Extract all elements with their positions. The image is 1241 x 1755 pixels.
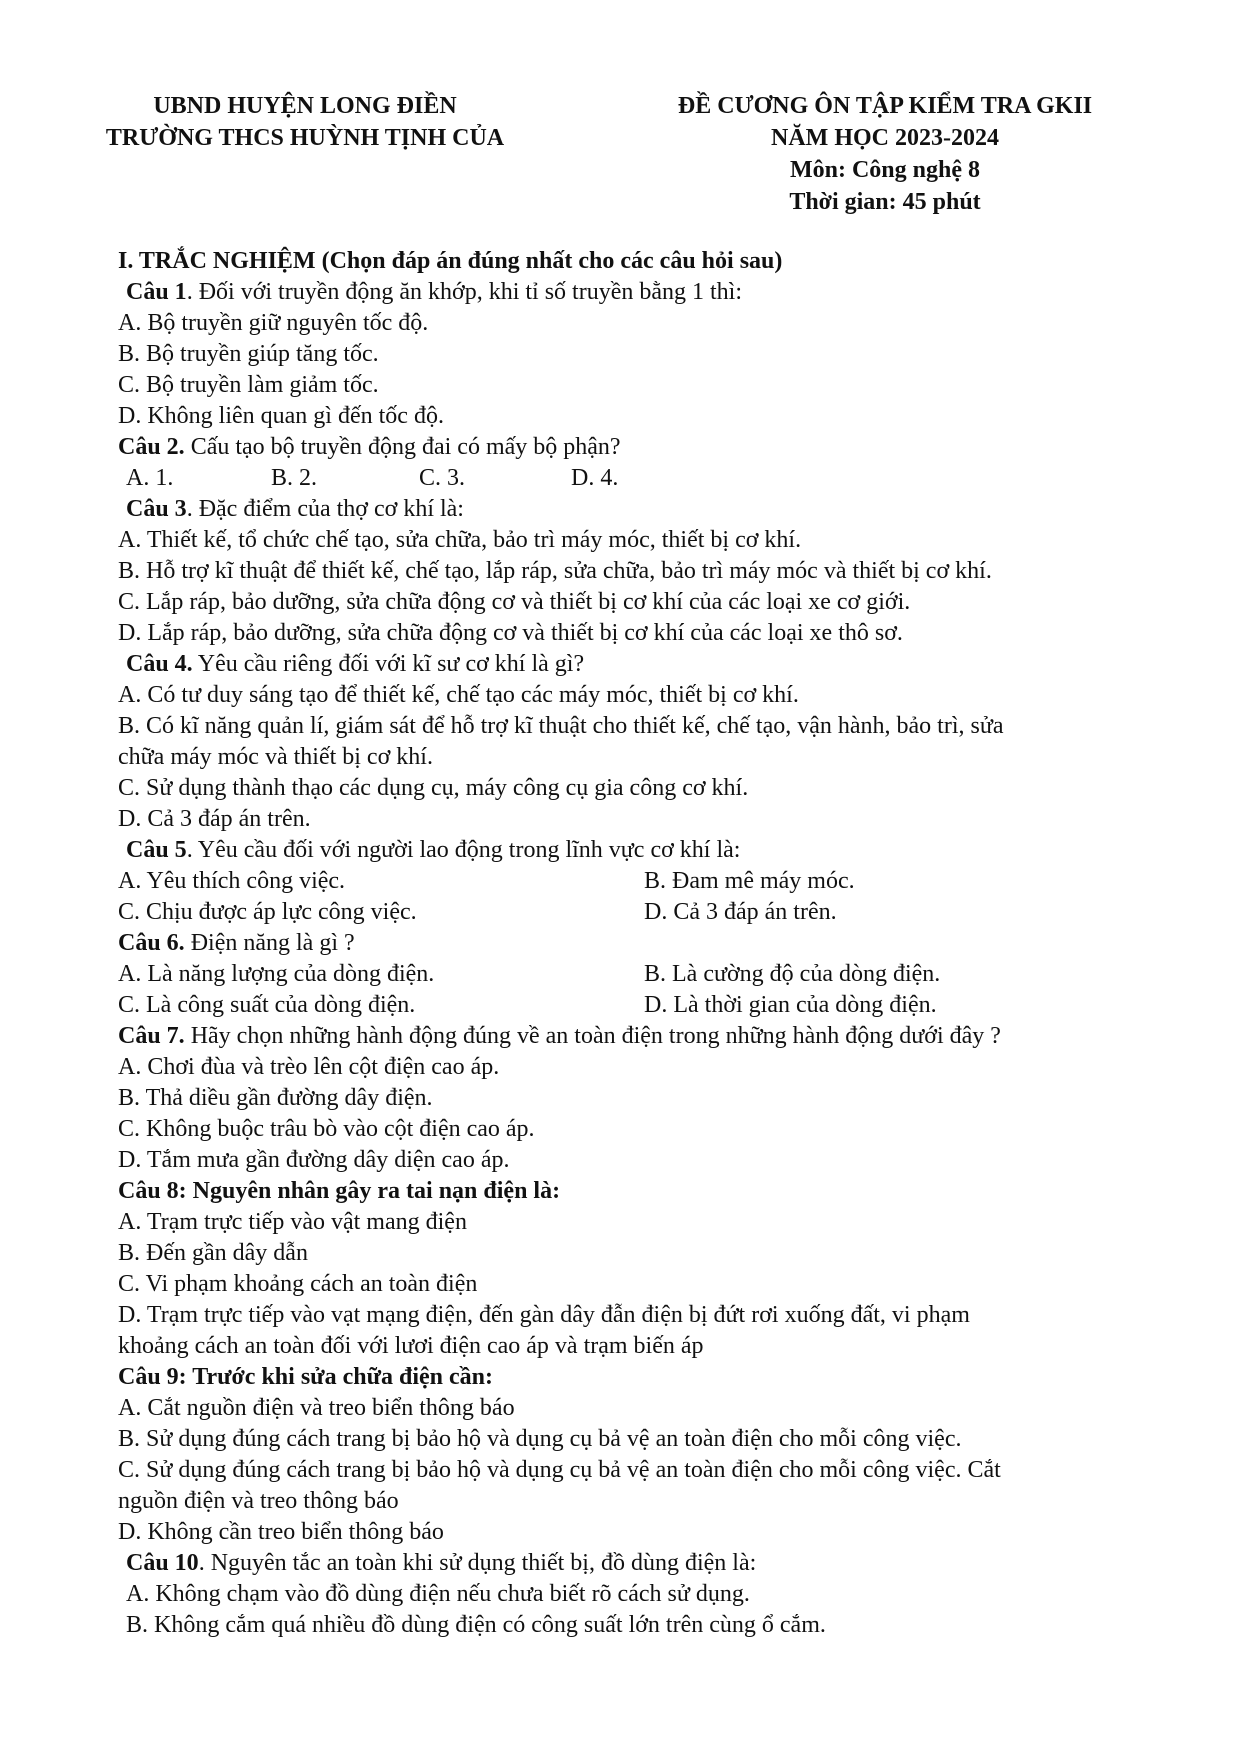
option-a: A. Chơi đùa và trèo lên cột điện cao áp. [118,1054,500,1080]
option-c: C. 3. [419,465,466,491]
options-row [118,897,1168,928]
options-row [118,866,1168,897]
option-d: D. Tắm mưa gần đường dây diện cao áp. [118,1147,510,1173]
option-b: B. 2. [271,465,318,491]
exam-title: ĐỀ CƯƠNG ÔN TẬP KIỂM TRA GKII [677,93,1093,119]
option-c: C. Lắp ráp, bảo dưỡng, sửa chữa động cơ và thiết bị cơ khí của các loại xe cơ giới. [118,589,911,615]
option-b: B. Đến gần dây dẫn [118,1240,308,1266]
option-a: A. Trạm trực tiếp vào vật mang điện [118,1209,467,1235]
question-text: . Đối với truyền động ăn khớp, khi tỉ số truyền bằng 1 thì: [186,279,743,305]
question-text: . Yêu cầu đối với người lao động trong lĩnh vực cơ khí là: [186,837,741,863]
option-c: C. Là công suất của dòng điện. [118,992,416,1018]
option-b: B. Hỗ trợ kĩ thuật để thiết kế, chế tạo, lắp ráp, sửa chữa, bảo trì máy móc và thiết bị cơ khí. [118,558,992,584]
options-row [118,959,1168,990]
option-c: C. Chịu được áp lực công việc. [118,899,417,925]
section-title: I. TRẮC NGHIỆM (Chọn đáp án đúng nhất cho các câu hỏi sau) [118,248,783,274]
question-label: Câu 5 [126,837,187,863]
option-a: A. Cắt nguồn điện và treo biển thông báo [118,1395,515,1421]
question-text: Cấu tạo bộ truyền động đai có mấy bộ phận? [184,434,621,460]
option-d: D. Cả 3 đáp án trên. [644,899,837,925]
question-text: . Nguyên tắc an toàn khi sử dụng thiết bị, đồ dùng điện là: [198,1550,757,1576]
option-b: B. Sử dụng đúng cách trang bị bảo hộ và dụng cụ bả vệ an toàn điện cho mỗi công việc. [118,1426,962,1452]
option-d: D. Lắp ráp, bảo dưỡng, sửa chữa động cơ và thiết bị cơ khí của các loại xe thô sơ. [118,620,903,646]
question-4 [118,649,1168,680]
option-c: C. Không buộc trâu bò vào cột điện cao áp. [118,1116,535,1142]
question-label: Câu 6. [118,930,185,956]
option-a: A. Thiết kế, tổ chức chế tạo, sửa chữa, bảo trì máy móc, thiết bị cơ khí. [118,527,802,553]
question-text: Yêu cầu riêng đối với kĩ sư cơ khí là gì? [192,651,585,677]
question-text: Hãy chọn những hành động đúng về an toàn điện trong những hành động dưới đây ? [184,1023,1001,1049]
option-c: C. Bộ truyền làm giảm tốc. [118,372,379,398]
option-c: C. Sử dụng thành thạo các dụng cụ, máy công cụ gia công cơ khí. [118,775,749,801]
option-b: B. Không cắm quá nhiều đồ dùng điện có công suất lớn trên cùng ổ cắm. [126,1612,826,1638]
question-1 [118,277,1168,308]
option-d: D. Không cần treo biển thông báo [118,1519,444,1545]
option-a: A. Yêu thích công việc. [118,868,346,894]
question-5 [118,835,1168,866]
district-name: UBND HUYỆN LONG ĐIỀN [153,93,457,119]
question-text: . Đặc điểm của thợ cơ khí là: [186,496,464,522]
option-b: B. Đam mê máy móc. [644,868,855,894]
option-d: D. Cả 3 đáp án trên. [118,806,311,832]
option-d-line-1: D. Trạm trực tiếp vào vạt mạng điện, đến gàn dây đẫn điện bị đứt rơi xuống đất, vi phạm [118,1302,970,1328]
option-b: B. Là cường độ của dòng điện. [644,961,941,987]
question-10 [118,1548,1168,1579]
option-d: D. Là thời gian của dòng điện. [644,992,937,1018]
question-2 [118,432,1168,463]
school-year: NĂM HỌC 2023-2024 [771,125,999,151]
question-3 [118,494,1168,525]
question-label: Câu 10 [126,1550,199,1576]
question-label: Câu 1 [126,279,187,305]
header-left [80,90,530,154]
question-6 [118,928,1168,959]
duration: Thời gian: 45 phút [789,189,981,215]
question-label: Câu 2. [118,434,185,460]
question-label: Câu 7. [118,1023,185,1049]
option-c-line-2: nguồn điện và treo thông báo [118,1488,399,1514]
option-a: A. Bộ truyền giữ nguyên tốc độ. [118,310,429,336]
option-d: D. 4. [571,465,619,491]
question-9: Câu 9: Trước khi sửa chữa điện cần: [118,1364,493,1390]
option-d-line-2: khoảng cách an toàn đối với lươi điện cao áp và trạm biến áp [118,1333,704,1359]
question-list [118,246,1168,1641]
option-c-line-1: C. Sử dụng đúng cách trang bị bảo hộ và dụng cụ bả vệ an toàn điện cho mỗi công việc. Cắt [118,1457,1001,1483]
question-label: Câu 4. [126,651,193,677]
option-b-line-2: chữa máy móc và thiết bị cơ khí. [118,744,433,770]
option-a: A. 1. [126,465,174,491]
options-row [118,463,1168,494]
question-label: Câu 3 [126,496,187,522]
options-row [118,990,1168,1021]
question-8: Câu 8: Nguyên nhân gây ra tai nạn điện là: [118,1178,561,1204]
option-a: A. Không chạm vào đồ dùng điện nếu chưa biết rõ cách sử dụng. [126,1581,750,1607]
question-text: Điện năng là gì ? [184,930,355,956]
question-7 [118,1021,1168,1052]
option-a: A. Có tư duy sáng tạo để thiết kế, chế tạo các máy móc, thiết bị cơ khí. [118,682,799,708]
option-c: C. Vi phạm khoảng cách an toàn điện [118,1271,478,1297]
school-name: TRƯỜNG THCS HUỲNH TỊNH CỦA [105,125,505,151]
header-right [640,90,1130,218]
option-d: D. Không liên quan gì đến tốc độ. [118,403,444,429]
option-b: B. Bộ truyền giúp tăng tốc. [118,341,379,367]
option-b: B. Thả diều gần đường dây điện. [118,1085,433,1111]
option-a: A. Là năng lượng của dòng điện. [118,961,435,987]
option-b-line-1: B. Có kĩ năng quản lí, giám sát để hỗ trợ kĩ thuật cho thiết kế, chế tạo, vận hành, bảo trì, sửa [118,713,1004,739]
subject: Môn: Công nghệ 8 [789,157,981,183]
